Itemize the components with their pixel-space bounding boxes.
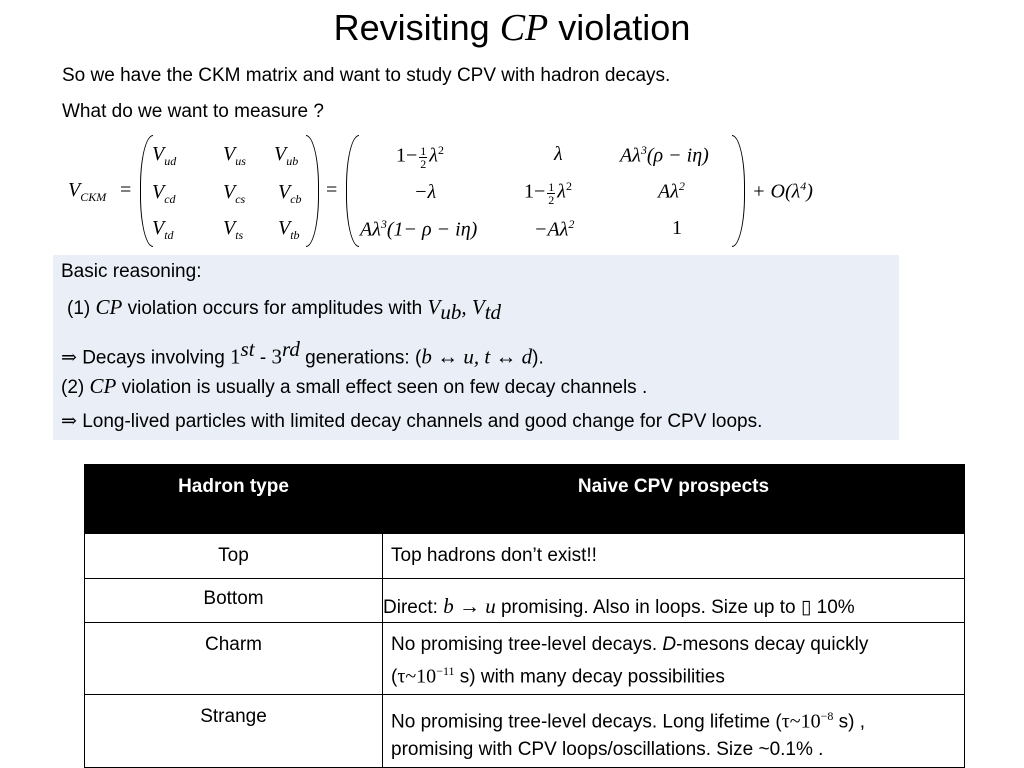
reasoning-point-1-implication: ⇒ Decays involving 1st - 3rd generations: (b ↔ u, t ↔ d). bbox=[61, 337, 544, 369]
reasoning-point-1: (1) CP violation occurs for amplitudes with $V_{ub}$, $V_{td}$ bbox=[67, 295, 502, 324]
table-row bbox=[85, 623, 965, 695]
left-paren-2 bbox=[346, 135, 359, 247]
row-desc-charm: No promising tree-level decays. D-mesons decay quickly ($\tau\sim 10^{-11}$ s) with many decay possibilities bbox=[383, 623, 965, 695]
slide-title: Revisiting CP violation bbox=[333, 7, 691, 49]
hadron-cpv-table bbox=[84, 464, 965, 768]
equals-sign-2: = bbox=[326, 179, 338, 201]
intro-line-2: What do we want to measure ? bbox=[62, 101, 324, 122]
row-type-charm: Charm bbox=[85, 623, 383, 695]
row-type-top: Top bbox=[85, 534, 383, 579]
table-row bbox=[85, 695, 965, 767]
row-desc-bottom: Direct: b → u promising. Also in loops. Size up to ▯ 10% bbox=[383, 579, 965, 623]
row-type-bottom: Bottom bbox=[85, 579, 383, 623]
right-paren-1 bbox=[306, 135, 319, 247]
intro-line-1: So we have the CKM matrix and want to study CPV with hadron decays. bbox=[62, 65, 671, 86]
big-o-term: + $O(\lambda^4)$ bbox=[752, 179, 813, 203]
header-cpv-prospects: Naive CPV prospects bbox=[383, 465, 965, 534]
row-desc-strange: No promising tree-level decays. Long lifetime ($\tau\sim 10^{-8}$ s) , promising with CPV loops/oscillations. Size ~0.1% . bbox=[383, 695, 965, 767]
ckm-matrix-equation: $V_{CKM}$ = $V_{ud}$ $V_{us}$ $V_{ub}$ $V_{cd}$ $V_{cs}$ $V_{cb}$ $V_{td}$ $V_{ts}$ $V_{tb}$ = 1− $\frac{1}{2}$ $\lambda^2$ λ $A\lambda^3(\rho - i\eta)$ −λ 1− $\frac{1}{2}$ $\lambda^2$ $A\lambda^2$ $A\lambda^3(1- \rho - i\eta)$ $-A\lambda^2$ 1 + $O(\lambda^4)$ bbox=[60, 133, 840, 251]
basic-reasoning-box bbox=[53, 255, 899, 440]
table-row bbox=[85, 579, 965, 623]
reasoning-point-2-implication: ⇒ Long-lived particles with limited decay channels and good change for CPV loops. bbox=[61, 411, 763, 432]
equals-sign-1: = bbox=[120, 179, 132, 201]
row-desc-top: Top hadrons don’t exist!! bbox=[383, 534, 965, 579]
reasoning-heading: Basic reasoning: bbox=[61, 261, 202, 282]
table-row bbox=[85, 534, 965, 579]
right-paren-2 bbox=[732, 135, 745, 247]
reasoning-point-2: (2) CP violation is usually a small effect seen on few decay channels . bbox=[61, 374, 648, 398]
ckm-lhs: $V_{CKM}$ bbox=[68, 179, 107, 204]
table-header-row bbox=[85, 465, 965, 534]
row-type-strange: Strange bbox=[85, 695, 383, 767]
header-hadron-type: Hadron type bbox=[85, 465, 383, 534]
